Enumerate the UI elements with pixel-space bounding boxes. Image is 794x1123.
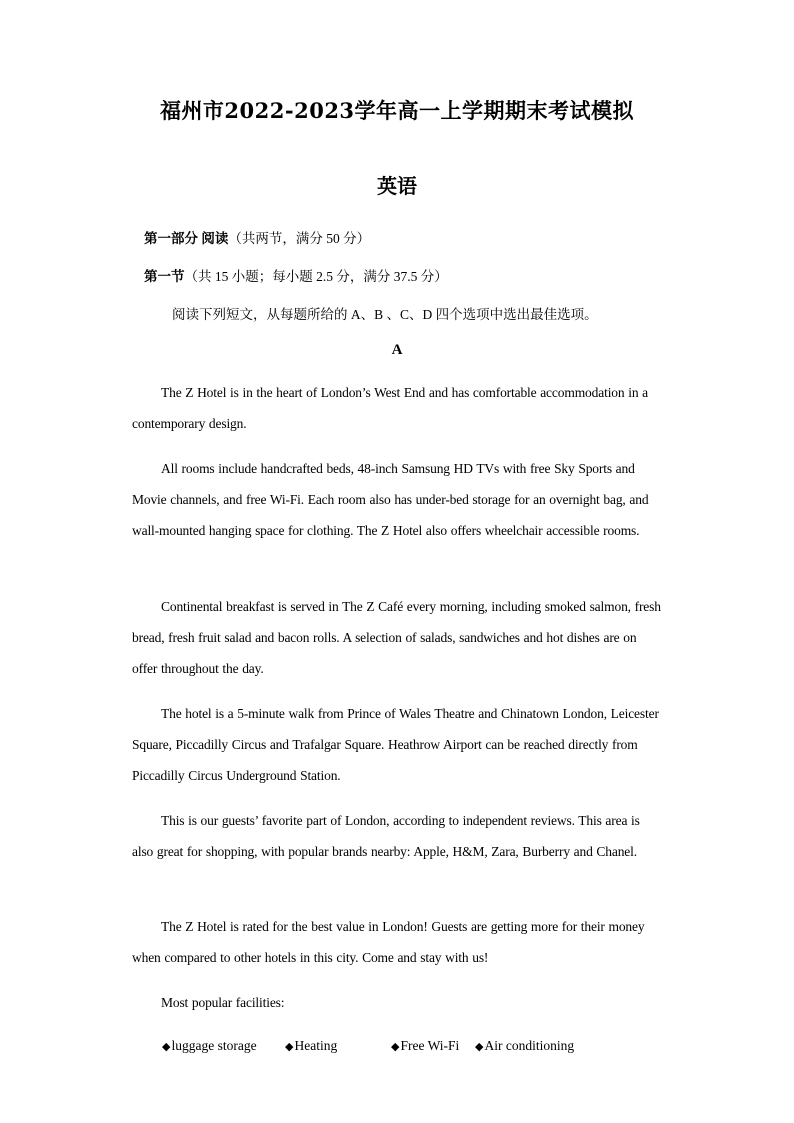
diamond-bullet-icon: ◆ xyxy=(391,1040,400,1053)
section-detail: （共 15 小题；每小题 2.5 分，满分 37.5 分） xyxy=(184,269,448,284)
facility-item xyxy=(162,1038,257,1054)
page-title: 福州市2022-2023学年高一上学期期末考试模拟 xyxy=(159,98,635,123)
passage-paragraph-3: Continental breakfast is served in The Z Café every morning, including smoked salmon, fresh bread, fresh fruit salad and bacon rolls. A selection of salads, sandwiches and hot dishes are on offer throughout the day. xyxy=(132,599,661,676)
passage-paragraph-1: The Z Hotel is in the heart of London’s West End and has comfortable accommodation in a contemporary design. xyxy=(132,385,648,431)
diamond-bullet-icon: ◆ xyxy=(475,1040,484,1053)
facility-item xyxy=(391,1038,459,1054)
subject-title: 英语 xyxy=(377,174,417,198)
facility-label: Heating xyxy=(294,1038,338,1053)
section-heading xyxy=(144,267,448,287)
instructions: 阅读下列短文，从每题所给的 A、B 、C、D 四个选项中选出最佳选项。 xyxy=(172,307,598,322)
passage-paragraph-5: This is our guests’ favorite part of London, according to independent reviews. This area is also great for shopping, with popular brands nearby: Apple, H&M, Zara, Burberry and Chanel. xyxy=(132,813,640,859)
passage-letter: A xyxy=(391,342,403,358)
facilities-heading: Most popular facilities: xyxy=(161,995,285,1010)
facility-item xyxy=(285,1038,337,1054)
section-label: 第一节 xyxy=(144,269,185,284)
diamond-bullet-icon: ◆ xyxy=(285,1040,294,1053)
part-detail: （共两节，满分 50 分） xyxy=(228,231,371,246)
part-heading xyxy=(144,229,370,249)
facility-label: luggage storage xyxy=(171,1038,257,1053)
facilities-list xyxy=(0,1038,794,1058)
facility-item xyxy=(475,1038,574,1054)
diamond-bullet-icon: ◆ xyxy=(162,1040,171,1053)
facility-label: Air conditioning xyxy=(484,1038,575,1053)
passage-paragraph-6: The Z Hotel is rated for the best value in London! Guests are getting more for their money when compared to other hotels in this city. Come and stay with us! xyxy=(132,919,645,965)
passage-paragraph-2: All rooms include handcrafted beds, 48-inch Samsung HD TVs with free Sky Sports and Movie channels, and free Wi-Fi. Each room also has under-bed storage for an overnight bag, and wall-mounted hanging space for clothing. The Z Hotel also offers wheelchair accessible rooms. xyxy=(132,461,649,538)
passage-paragraph-4: The hotel is a 5-minute walk from Prince of Wales Theatre and Chinatown London, Leicester Square, Piccadilly Circus and Trafalgar Square. Heathrow Airport can be reached directly from Piccadilly Circus Underground Station. xyxy=(132,706,659,783)
part-label: 第一部分 阅读 xyxy=(144,231,229,246)
facility-label: Free Wi-Fi xyxy=(400,1038,460,1053)
